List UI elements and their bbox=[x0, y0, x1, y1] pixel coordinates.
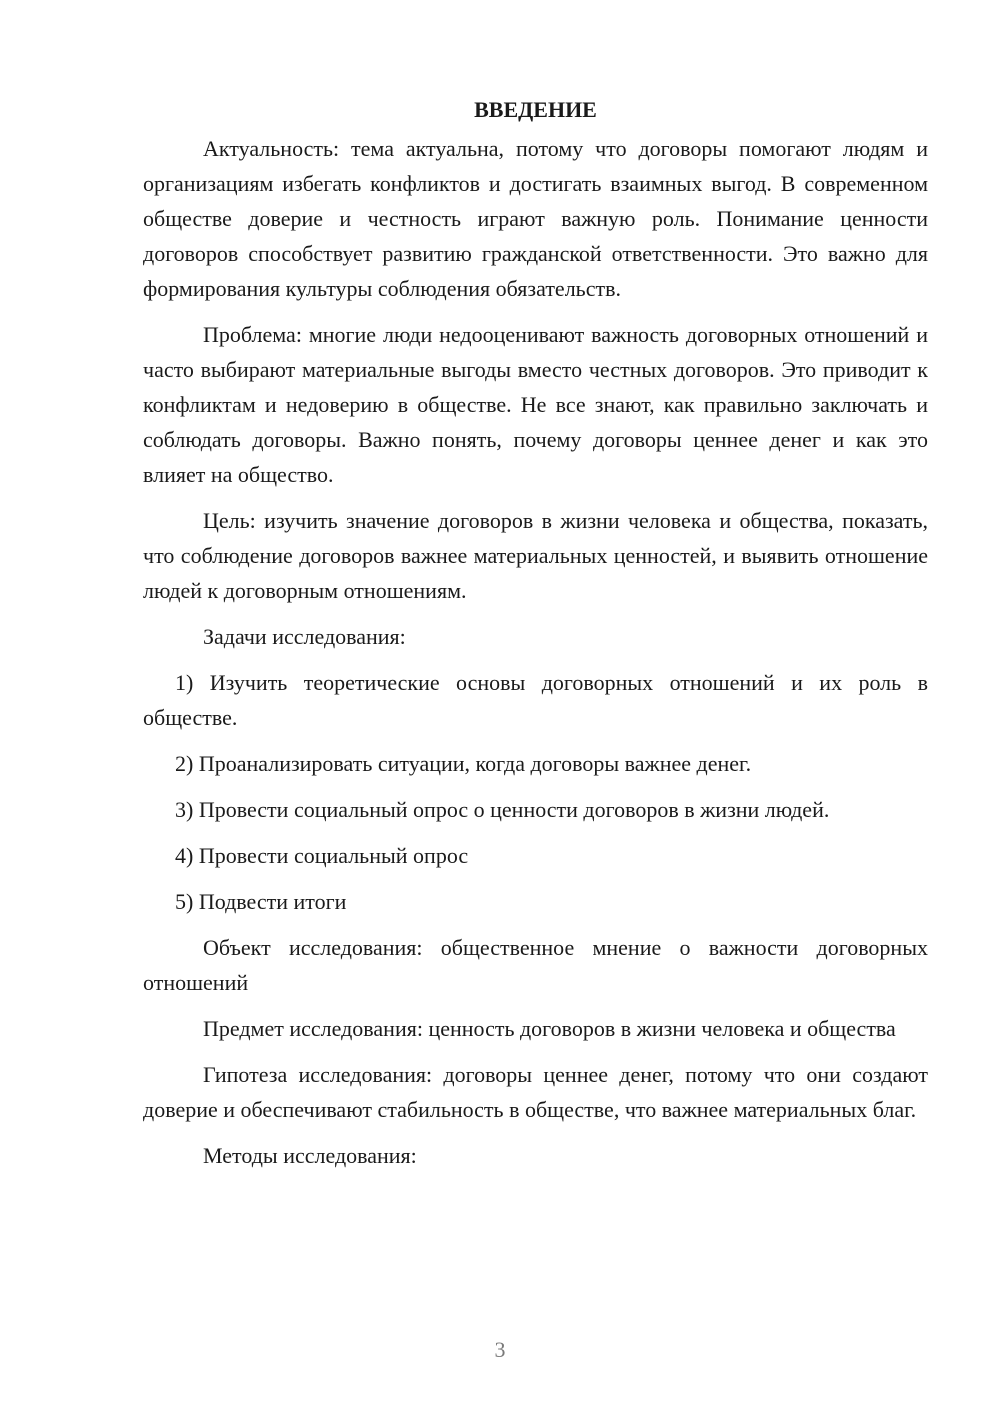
problem-paragraph: Проблема: многие люди недооценивают важность договорных отношений и часто выбирают материальные выгоды вместо честных договоров. Это приводит к конфликтам и недоверию в обществе. Не все знают, как правильно заключать и соблюдать договоры. Важно понять, почему договоры ценнее денег и как это влияет на общество. bbox=[143, 322, 928, 487]
tasks-title: Задачи исследования: bbox=[203, 624, 406, 649]
list-item: 2) Проанализировать ситуации, когда договоры важнее денег. bbox=[175, 751, 752, 776]
object-paragraph: Объект исследования: общественное мнение о важности договорных отношений bbox=[143, 935, 928, 995]
list-item: 1) Изучить теоретические основы договорных отношений и их роль в обществе. bbox=[143, 670, 928, 730]
list-item: 4) Провести социальный опрос bbox=[175, 843, 469, 868]
hypothesis-paragraph: Гипотеза исследования: договоры ценнее денег, потому что они создают доверие и обеспечивают стабильность в обществе, что важнее материальных благ. bbox=[143, 1062, 928, 1122]
page-content bbox=[143, 92, 928, 1184]
methods-title: Методы исследования: bbox=[203, 1143, 417, 1168]
page-title: ВВЕДЕНИЕ bbox=[474, 97, 597, 122]
page-number: 3 bbox=[494, 1337, 506, 1362]
list-item: 5) Подвести итоги bbox=[175, 889, 347, 914]
subject-paragraph: Предмет исследования: ценность договоров в жизни человека и общества bbox=[203, 1016, 896, 1041]
relevance-paragraph: Актуальность: тема актуальна, потому что договоры помогают людям и организациям избегать конфликтов и достигать взаимных выгод. В современном обществе доверие и честность играют важную роль. Понимание ценности договоров способствует развитию гражданской ответственности. Это важно для формирования культуры соблюдения обязательств. bbox=[143, 136, 928, 301]
tasks-list bbox=[143, 665, 928, 919]
goal-paragraph: Цель: изучить значение договоров в жизни человека и общества, показать, что соблюдение договоров важнее материальных ценностей, и выявить отношение людей к договорным отношениям. bbox=[143, 508, 928, 603]
list-item: 3) Провести социальный опрос о ценности договоров в жизни людей. bbox=[175, 797, 830, 822]
